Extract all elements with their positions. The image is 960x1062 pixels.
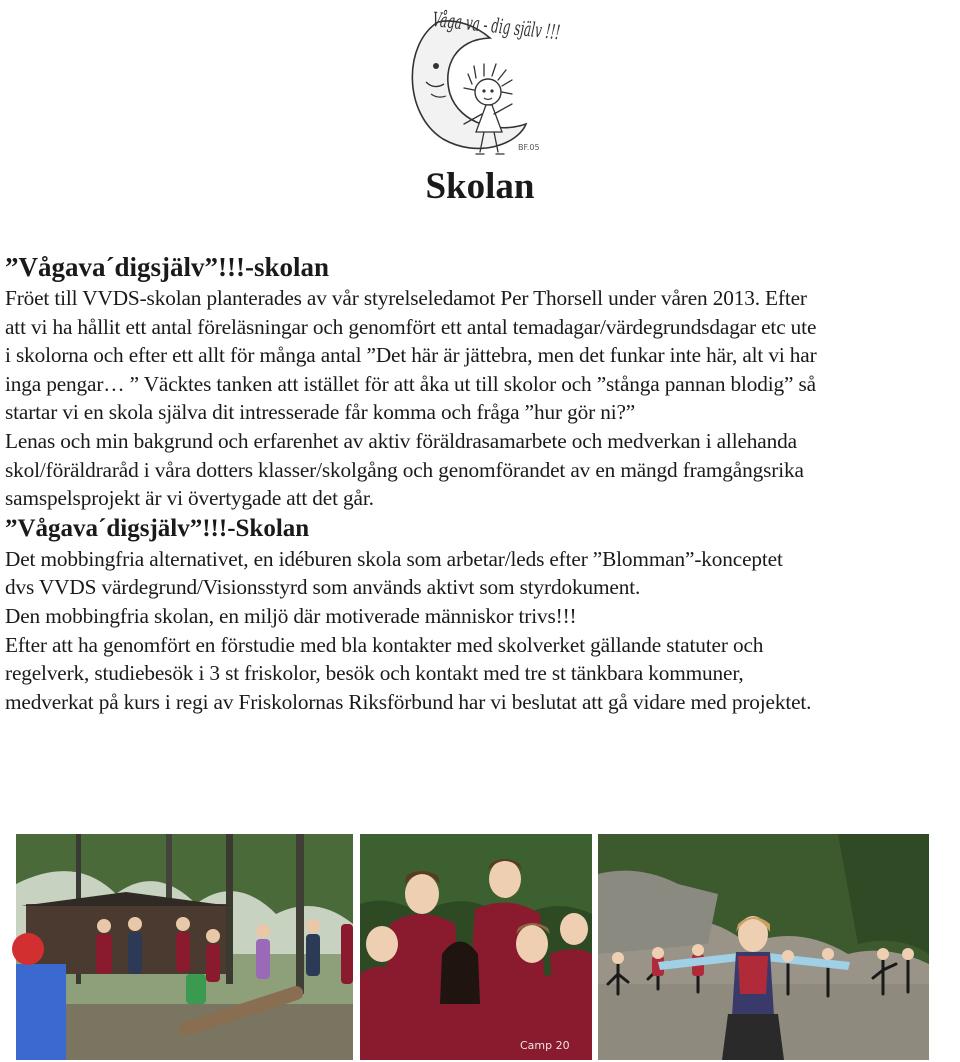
page-title: Skolan (425, 166, 535, 207)
shirt-text: Camp 20 (520, 1039, 570, 1052)
photo-field-dance (598, 834, 929, 1060)
logo-signature: BF.05 (518, 143, 540, 152)
section1-paragraph1 (5, 284, 960, 427)
section1-heading: ”Vågava´digsjälv”!!!-skolan (5, 252, 330, 282)
text-line: Lenas och min bakgrund och erfarenhet av aktiv föräldrasamarbete och medverkan i allehanda (5, 428, 797, 453)
section2-paragraph2 (5, 602, 960, 631)
text-line: Den mobbingfria skolan, en miljö där motiverade människor trivs!!! (5, 603, 577, 628)
section2-paragraph1 (5, 545, 960, 602)
text-line: regelverk, studiebesök i 3 st friskolor, besök och kontakt med tre st tänkbara kommuner, (5, 661, 744, 686)
text-line: Det mobbingfria alternativet, en idéburen skola som arbetar/leds efter ”Blomman”-konceptet (5, 546, 783, 571)
text-line: i skolorna och efter ett allt för många antal ”Det här är jättebra, men det funkar inte här, alt vi har (5, 343, 817, 368)
section1-paragraph2 (5, 427, 960, 513)
text-line: skol/föräldraråd i våra dotters klasser/skolgång och genomförandet av en mängd framgångsrika (5, 457, 804, 482)
article-body (5, 250, 960, 716)
photo-forest-group (16, 834, 353, 1060)
youth-group-photo-icon (360, 834, 592, 1060)
logo-text: Våga va - dig själv !!! (431, 7, 647, 54)
text-line: inga pengar… ” Väcktes tanken att istället för att åka ut till skolor och ”stånga pannan blodig” så (5, 371, 816, 396)
section2-heading: ”Vågava´digsjälv”!!!-Skolan (5, 514, 310, 542)
text-line: dvs VVDS värdegrund/Visionsstyrd som används aktivt som styrdokument. (5, 575, 641, 600)
text-line: Efter att ha genomfört en förstudie med bla kontakter med skolverket gällande statuter och (5, 632, 764, 657)
section2-paragraph3 (5, 631, 960, 717)
text-line: att vi ha hållit ett antal föreläsningar och genomfört ett antal temadagar/värdegrundsdagar etc ute (5, 314, 817, 339)
moon-and-girl-logo-icon (398, 4, 647, 164)
photo-youth-group (360, 834, 592, 1060)
text-line: startar vi en skola själva dit intresserade får komma och fråga ”hur gör ni?” (5, 400, 636, 425)
forest-group-photo-icon (16, 834, 353, 1060)
text-line: samspelsprojekt är vi övertygade att det går. (5, 486, 374, 511)
photo-strip (0, 834, 960, 1062)
text-line: medverkat på kurs i regi av Friskolornas Riksförbund har vi beslutat att gå vidare med projektet. (5, 689, 812, 714)
field-dance-photo-icon (598, 834, 929, 1060)
vvds-logo (398, 4, 647, 164)
text-line: Fröet till VVDS-skolan planterades av vår styrelseledamot Per Thorsell under våren 2013. Efter (5, 286, 807, 310)
